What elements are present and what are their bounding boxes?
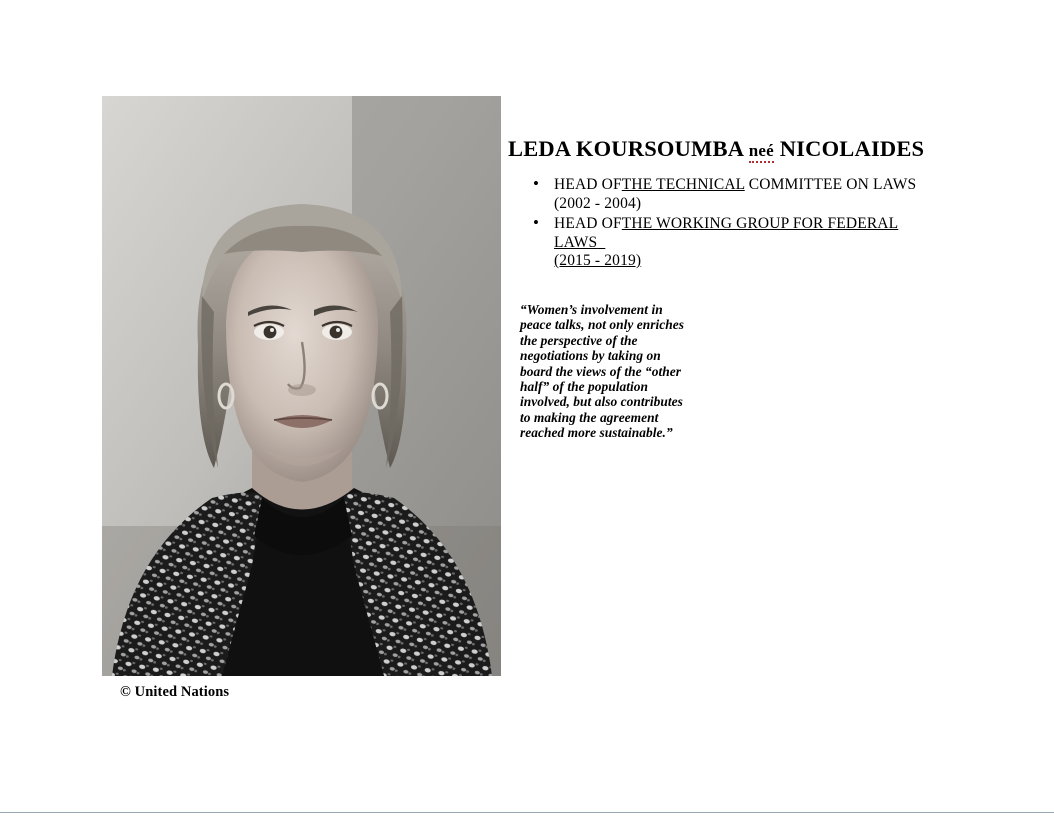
role-prefix: HEAD OF: [554, 176, 622, 193]
role-suffix: COMMITTEE ON LAWS: [744, 176, 917, 193]
role-years: (2015 - 2019): [554, 252, 642, 269]
portrait-photo: [102, 96, 501, 676]
page-title: [508, 136, 938, 162]
role-trailing-underline: [597, 234, 605, 251]
role-link[interactable]: THE TECHNICAL: [621, 176, 745, 193]
list-item: [554, 176, 938, 213]
biography-content: [508, 136, 938, 441]
name-nee: neé: [749, 141, 774, 163]
role-prefix: HEAD OF: [554, 215, 622, 232]
list-item: [554, 215, 938, 271]
roles-list: [508, 176, 938, 271]
portrait-block: [102, 96, 501, 701]
pull-quote: “Women’s involvement in peace talks, not only enriches the perspective of the negotiations by taking on board the views of the “other half” of the population involved, but also contributes to making the agreement reached more sustainable.”: [520, 302, 685, 441]
name-first: LEDA KOURSOUMBA: [508, 136, 743, 161]
role-link[interactable]: THE WORKING GROUP FOR FEDERAL LAWS: [554, 215, 899, 251]
footer-divider: [0, 812, 1054, 813]
name-maiden: NICOLAIDES: [779, 136, 925, 161]
role-years: (2002 - 2004): [554, 194, 642, 212]
image-credit: © United Nations: [120, 684, 230, 700]
